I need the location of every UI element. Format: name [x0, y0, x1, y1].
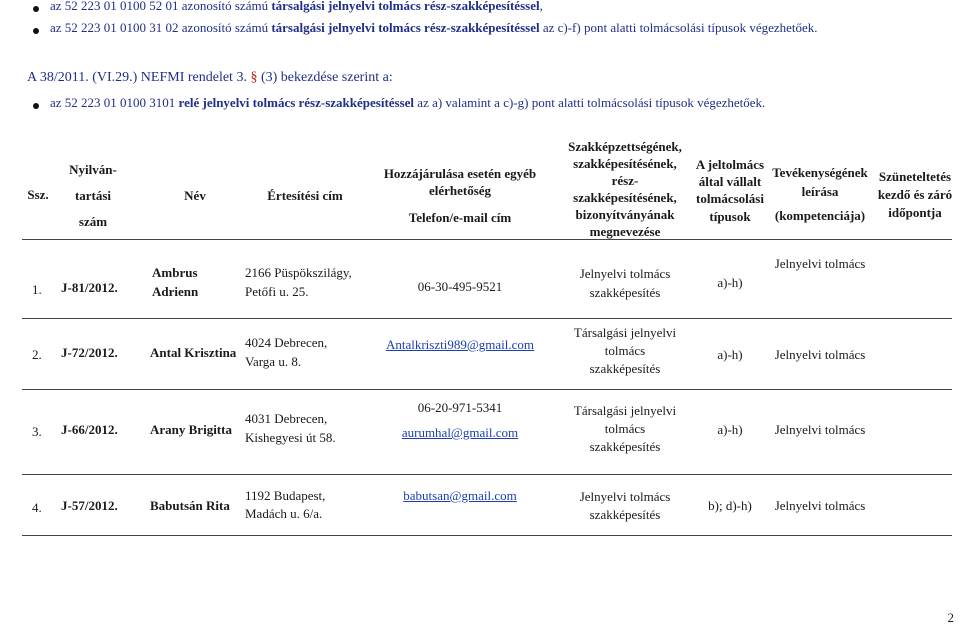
row-addr-1: 4031 Debrecen,: [245, 411, 328, 426]
row-email-link[interactable]: Antalkriszti989@gmail.com: [385, 337, 535, 352]
row-types: b); d)-h): [708, 498, 752, 513]
row-qual-1: Jelnyelvi tolmács: [579, 266, 671, 281]
top-bullet-2: az 52 223 01 0100 31 02 azonosító számú társalgási jelnyelvi tolmács rész-szakképesítéssel az c)-f) pont alatti tolmácsolási típusok végezhetőek.: [50, 20, 818, 35]
row-ssz: 4.: [32, 500, 42, 515]
row-name-1: Ambrus: [152, 265, 198, 280]
row-qual-1: Társalgási jelnyelvi: [573, 325, 677, 340]
row-email-link[interactable]: aurumhal@gmail.com: [401, 425, 519, 440]
bullet-dot: [33, 28, 39, 34]
row-addr-2: Varga u. 8.: [245, 354, 302, 369]
row-comp: Jelnyelvi tolmács: [774, 422, 866, 437]
row-num: J-57/2012.: [61, 498, 118, 513]
header-tev-1: Tevékenységének: [772, 165, 868, 180]
header-szak-3: rész-: [611, 173, 639, 188]
row-phone: 06-30-495-9521: [417, 279, 503, 294]
table-rule: [22, 318, 952, 319]
row-qual-2: tolmács: [604, 343, 646, 358]
row-comp: Jelnyelvi tolmács: [774, 498, 866, 513]
header-jelt-4: típusok: [709, 209, 751, 224]
row-types: a)-h): [717, 422, 743, 437]
row-qual-2: tolmács: [604, 421, 646, 436]
row-ssz: 1.: [32, 282, 42, 297]
header-szak-6: megnevezése: [589, 224, 661, 239]
table-rule: [22, 239, 952, 240]
row-name-1: Babutsán Rita: [150, 498, 230, 513]
row-comp: Jelnyelvi tolmács: [774, 347, 866, 362]
header-nyilv-3: szám: [78, 214, 108, 229]
row-types: a)-h): [717, 275, 743, 290]
header-hozz-2: elérhetőség: [428, 183, 492, 198]
row-num: J-66/2012.: [61, 422, 118, 437]
row-name-1: Antal Krisztina: [150, 345, 237, 360]
row-addr-2: Madách u. 6/a.: [245, 506, 323, 521]
header-szun-3: időpontja: [888, 205, 942, 220]
row-phone: 06-20-971-5341: [417, 400, 503, 415]
row-qual-1: Társalgási jelnyelvi: [573, 403, 677, 418]
header-nev: Név: [184, 188, 206, 203]
row-addr-2: Petőfi u. 25.: [245, 284, 309, 299]
header-nyilv-2: tartási: [74, 188, 112, 203]
row-num: J-81/2012.: [61, 280, 118, 295]
header-szak-2: szakképesítésének,: [573, 156, 677, 171]
row-qual-1: Jelnyelvi tolmács: [579, 489, 671, 504]
header-jelt-1: A jeltolmács: [695, 157, 765, 172]
header-tev-3: (kompetenciája): [774, 208, 866, 223]
page-number: 2: [947, 610, 954, 625]
bullet-dot: [33, 103, 39, 109]
row-num: J-72/2012.: [61, 345, 118, 360]
header-szun-2: kezdő és záró: [877, 187, 953, 202]
row-comp: Jelnyelvi tolmács: [774, 256, 866, 271]
header-jelt-3: tolmácsolási: [696, 191, 764, 206]
rule-bullet: az 52 223 01 0100 3101 relé jelnyelvi tolmács rész-szakképesítéssel az a) valamint a c)-g) pont alatti tolmácsolási típusok végezhetőek.: [50, 95, 766, 110]
header-szak-5: bizonyítványának: [575, 207, 675, 222]
header-szun-1: Szüneteltetés: [878, 169, 952, 184]
header-ertesitesi: Értesítési cím: [267, 188, 343, 203]
header-ssz: Ssz.: [27, 187, 49, 202]
header-jelt-2: által vállalt: [698, 174, 762, 189]
header-tev-2: leírása: [801, 184, 839, 199]
row-name-2: Adrienn: [152, 284, 199, 299]
header-hozz-3: Telefon/e-mail cím: [408, 210, 512, 225]
row-ssz: 3.: [32, 424, 42, 439]
table-rule: [22, 474, 952, 475]
row-qual-2: szakképesítés: [589, 507, 661, 522]
header-nyilv-1: Nyilván-: [69, 162, 117, 177]
table-rule: [22, 535, 952, 536]
row-qual-3: szakképesítés: [589, 439, 661, 454]
header-hozz-1: Hozzájárulása esetén egyéb: [383, 166, 537, 181]
bullet-dot: [33, 6, 39, 12]
header-szak-4: szakképesítésének,: [573, 190, 677, 205]
row-name-1: Arany Brigitta: [150, 422, 232, 437]
row-addr-2: Kishegyesi út 58.: [245, 430, 336, 445]
row-qual-3: szakképesítés: [589, 361, 661, 376]
header-szak-1: Szakképzettségének,: [568, 139, 682, 154]
row-addr-1: 4024 Debrecen,: [245, 335, 328, 350]
row-email-link[interactable]: babutsan@gmail.com: [403, 488, 517, 503]
table-rule: [22, 389, 952, 390]
row-qual-2: szakképesítés: [589, 285, 661, 300]
row-addr-1: 2166 Püspökszilágy,: [245, 265, 352, 280]
rule-reference: A 38/2011. (VI.29.) NEFMI rendelet 3. § (3) bekezdése szerint a:: [27, 70, 393, 85]
row-addr-1: 1192 Budapest,: [245, 488, 326, 503]
row-types: a)-h): [717, 347, 743, 362]
top-bullet-1: az 52 223 01 0100 52 01 azonosító számú társalgási jelnyelvi tolmács rész-szakképesítéssel,: [50, 0, 543, 13]
row-ssz: 2.: [32, 347, 42, 362]
